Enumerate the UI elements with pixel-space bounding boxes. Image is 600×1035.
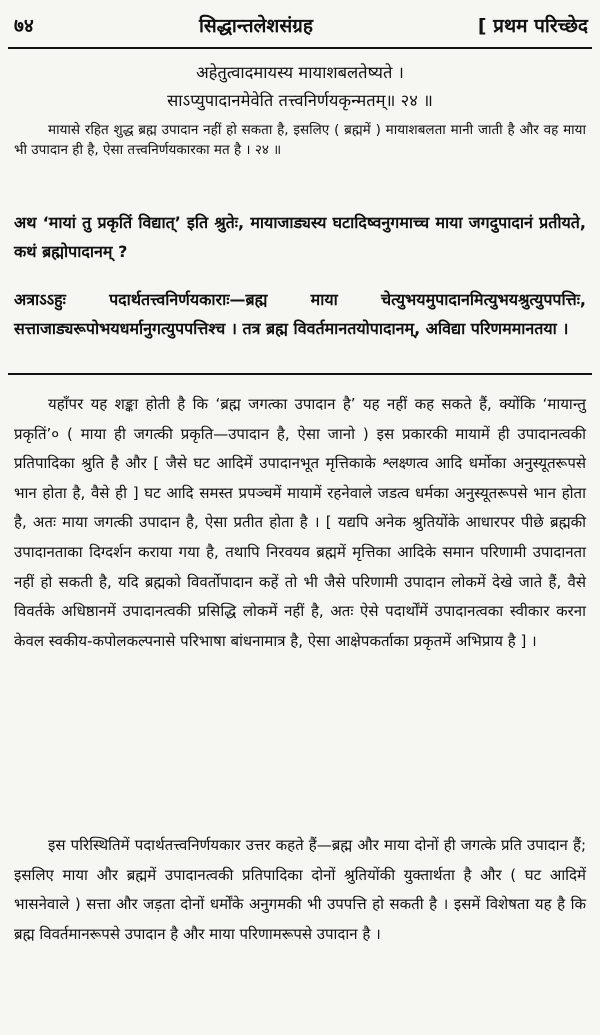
- header-divider: [8, 47, 592, 49]
- sanskrit-paragraph-2: अत्राऽऽहुः पदार्थतत्त्वनिर्णयकाराः—ब्रह्म माया चेत्युभयमुपादानमित्युभयश्रुत्युपपत्तिः, सत्ताजाड्यरूपोभयधर्मानुगत्युपपत्तिश्च । तत्र ब्रह्म विवर्तमानतयोपादानम्, अविद्या परिणममानतया ।: [14, 290, 586, 338]
- page-header: [14, 8, 588, 42]
- verse-explanation: मायासे रहित शुद्ध ब्रह्म उपादान नहीं हो सकता है, इसलिए ( ब्रह्ममें ) मायाशबलता मानी जाती है और वह माया भी उपादान ही है, ऐसा तत्त्वनिर्णयकारका मत है । २४ ॥: [14, 122, 586, 158]
- hindi-paragraph-1: यहाँपर यह शङ्का होती है कि ‘ब्रह्म जगत्का उपादान है’ यह नहीं कह सकते हैं, क्योंकि ‘मायान्तु प्रकृतिं’० ( माया ही जगत्की प्रकृति—उपादान है, ऐसा जानो ) इस प्रकारकी मायामें ही उपादानत्वकी प्रतिपादिका श्रुति है और [ जैसे घट आदिमें उपादानभूत मृत्तिकाके श्लक्ष्णत्व आदि धर्मोका अनुस्यूतरूपसे भान होता है, वैसे ही ] घट आदि समस्त प्रपञ्चमें मायामें रहनेवाले जडत्व धर्मका अनुस्यूतरूपसे भान होता है, अतः माया जगत्की उपादान है, ऐसा प्रतीत होता है । [ यद्यपि अनेक श्रुतियोंके आधारपर पीछे ब्रह्मकी उपादानताका दिग्दर्शन कराया गया है, तथापि निरवयव ब्रह्ममें मृत्तिका आदिके समान परिणामी उपादानता नहीं हो सकती है, यदि ब्रह्मको विवर्तोपादान कहें तो भी जैसे परिणामी उपादान लोकमें देखे जाते हैं, वैसे विवर्तके अधिष्ठानमें उपादानत्वकी प्रसिद्धि लोकमें नहीं है, अतः ऐसे पदार्थोंमें उपादानत्वका स्वीकार करना केवल स्वकीय-कपोलकल्पनासे परिभाषा बांधनामात्र है, ऐसा आक्षेपकर्ताका प्रकृतमें अभिप्राय है ] ।: [14, 395, 586, 650]
- verse-line-1: अहेतुत्वादमायस्य मायाशबलतेष्यते ।: [196, 63, 404, 82]
- verse-line-2: साऽप्युपादानमेवेति तत्त्वनिर्णयकृन्मतम्॥ २४ ॥: [167, 91, 433, 110]
- chapter-label: [ प्रथम परिच्छेद: [477, 15, 588, 37]
- sanskrit-paragraph-1: अथ ‘मायां तु प्रकृतिं विद्यात्’ इति श्रुतेः, मायाजाड्यस्य घटादिष्वनुगमाच्च माया जगदुपादानं प्रतीयते, कथं ब्रह्मोपादानम् ?: [14, 213, 586, 261]
- hindi-paragraph-2: इस परिस्थितिमें पदार्थतत्त्वनिर्णयकार उत्तर कहते हैं—ब्रह्म और माया दोनों ही जगत्के प्रति उपादान हैं; इसलिए माया और ब्रह्ममें उपादानत्वकी प्रतिपादिका दोनों श्रुतियोंकी युक्तार्थता है और ( घट आदिमें भासनेवाले ) सत्ता और जड़ता दोनों धर्मोंके अनुगमकी भी उपपत्ति हो सकती है । इसमें विशेषता यह है कि ब्रह्म विवर्तमानरूपसे उपादान है और माया परिणामरूपसे उपादान है ।: [14, 836, 586, 943]
- page-number: ७४: [14, 15, 34, 37]
- book-title: सिद्धान्तलेशसंग्रह: [198, 15, 313, 37]
- section-divider: [8, 373, 592, 375]
